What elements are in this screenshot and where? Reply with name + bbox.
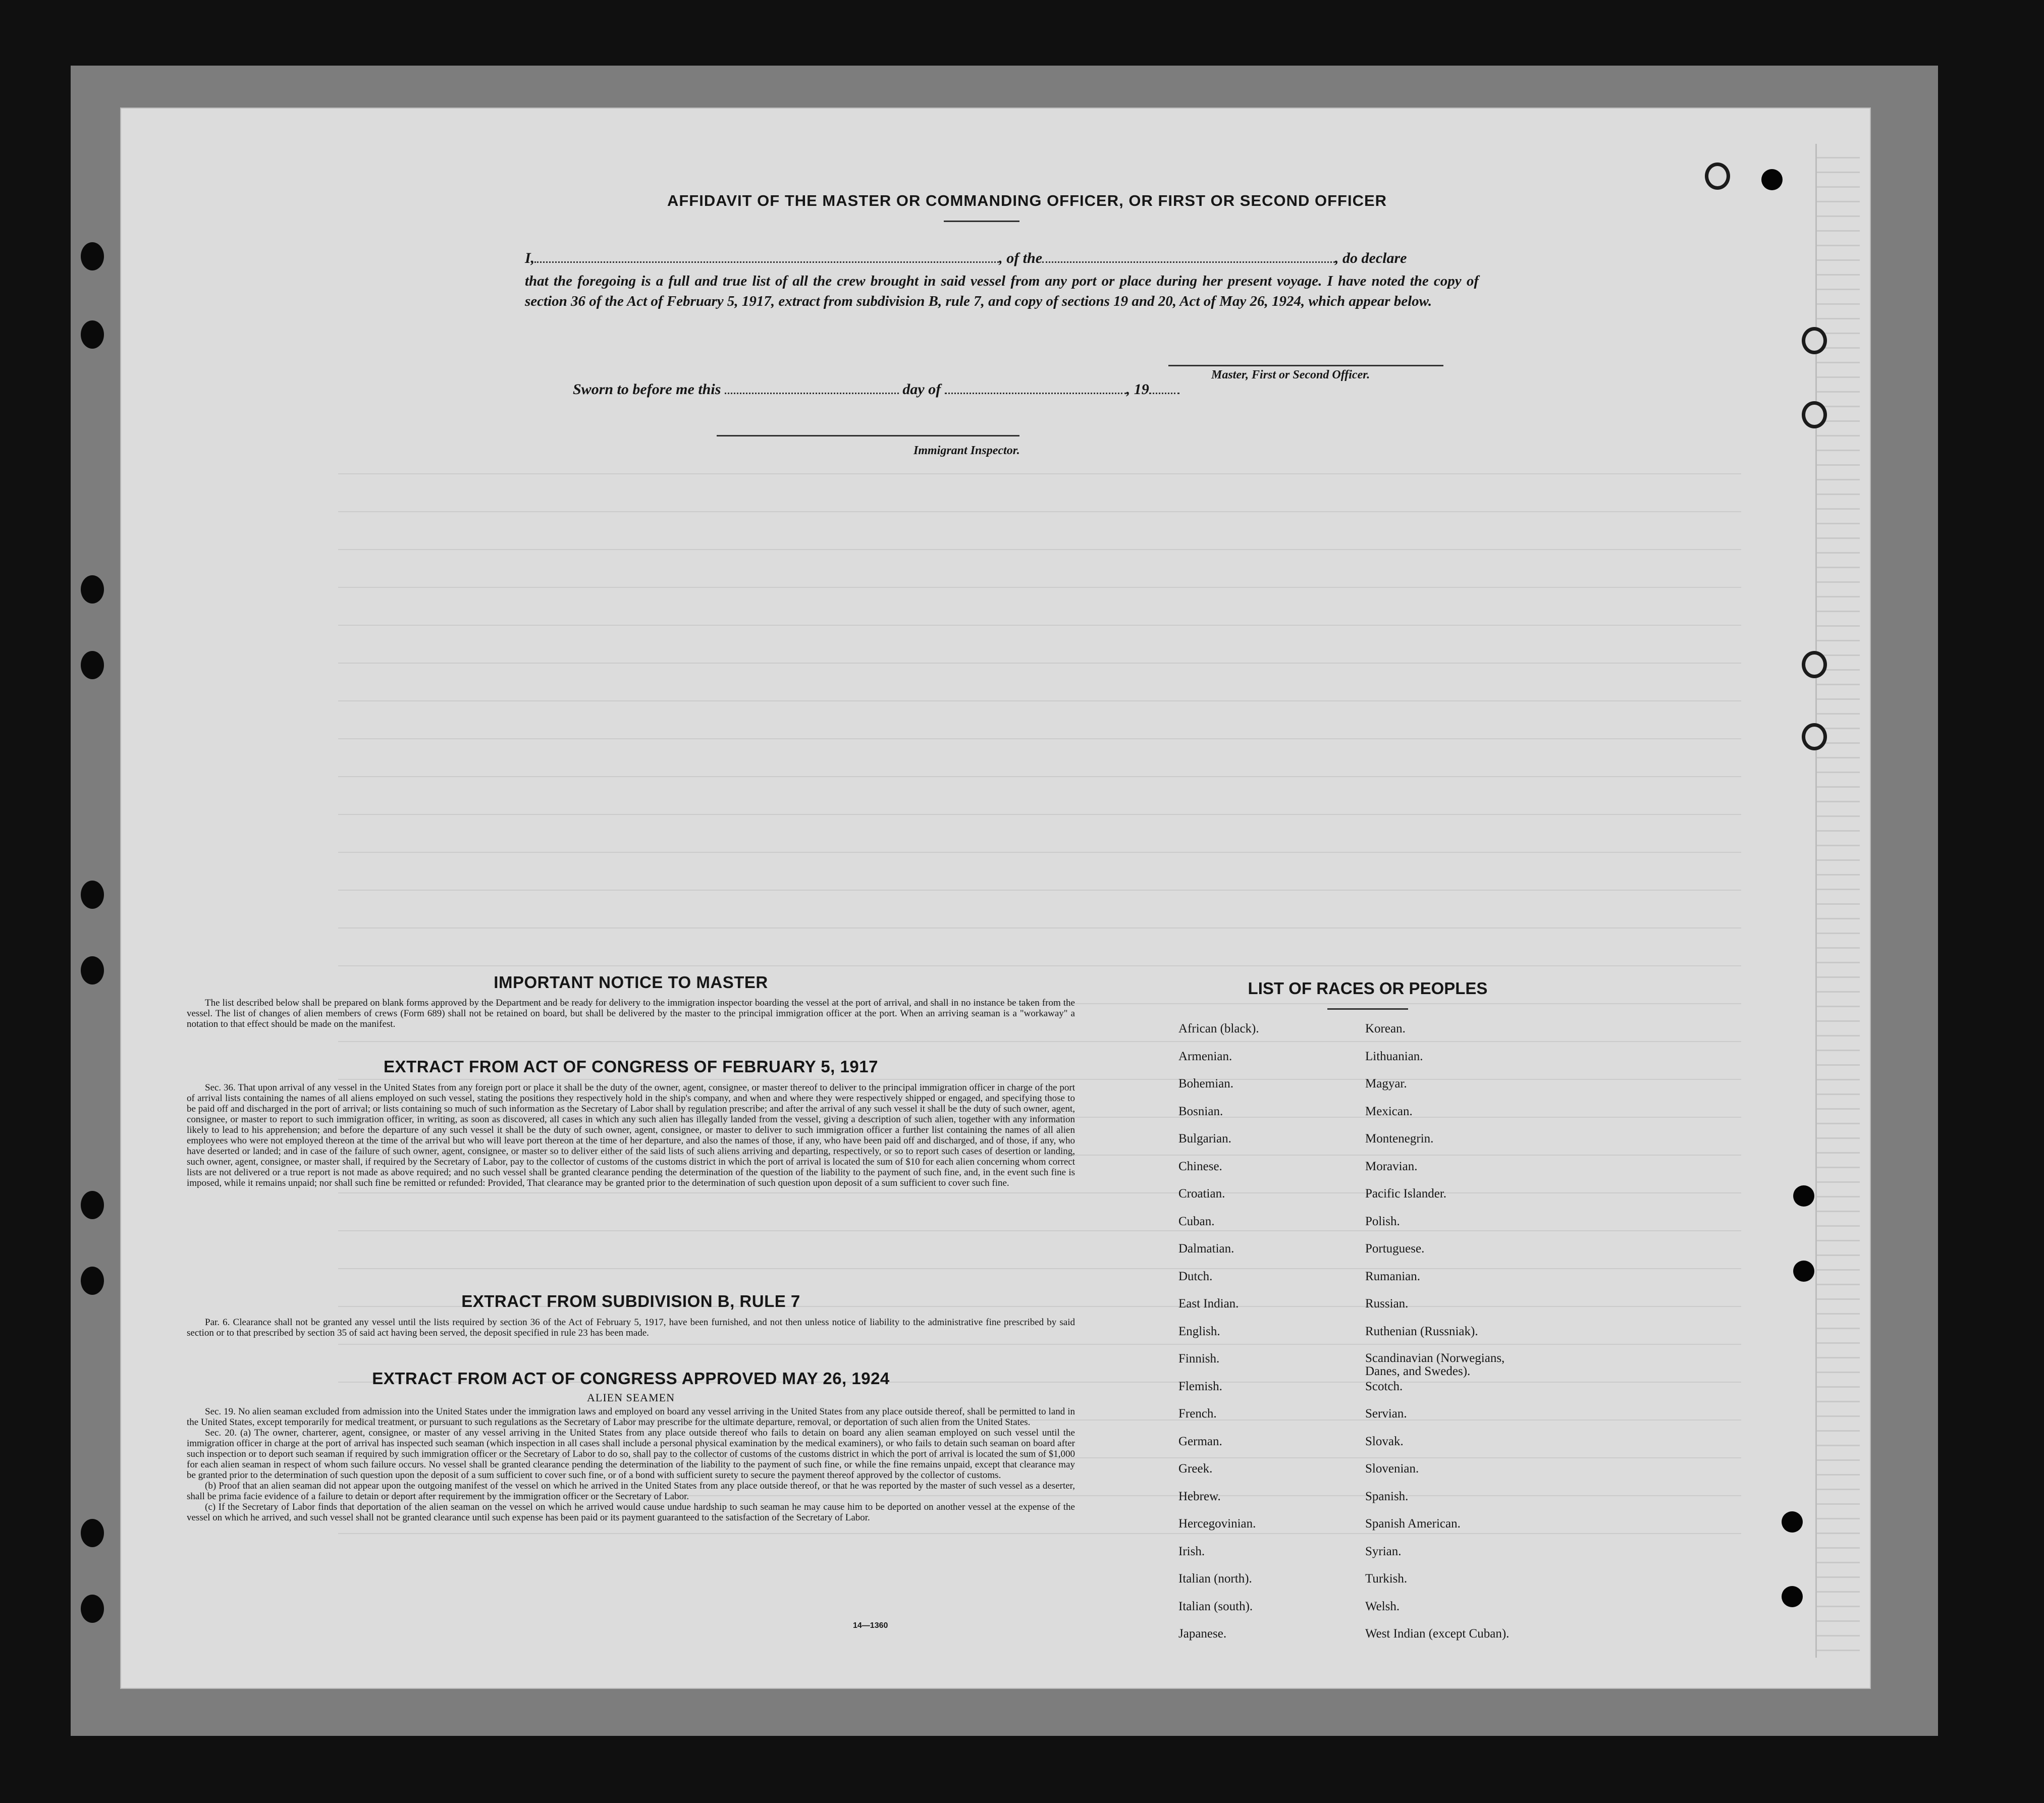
binder-hole	[81, 1267, 104, 1295]
act-1924-title: EXTRACT FROM ACT OF CONGRESS APPROVED MAY 26, 1924	[372, 1369, 890, 1388]
binder-hole	[81, 320, 104, 349]
race-item: Pacific Islander.	[1365, 1187, 1447, 1200]
binder-hole	[81, 1519, 104, 1547]
race-item: West Indian (except Cuban).	[1365, 1627, 1510, 1641]
punch-hole	[1793, 1185, 1814, 1207]
punch-ring	[1802, 401, 1827, 428]
notice-text: The list described below shall be prepared on blank forms approved by the Department and be ready for delivery to the immigration inspector boarding the vessel at the port of arrival, and shall in no instance be taken from the vessel. The list of changes of alien members of crews (Form 689) shall not be retained on board, but shall be delivered by the master to the principal immigration officer at the port. When an arriving seaman is a "workaway" a notation to that effect should be made on the manifest.	[187, 998, 1075, 1029]
race-item: English.	[1178, 1324, 1220, 1338]
punch-hole	[1793, 1261, 1814, 1282]
race-item: Hercegovinian.	[1178, 1517, 1256, 1531]
master-signature-label: Master, First or Second Officer.	[1211, 368, 1370, 381]
race-item: Dutch.	[1178, 1269, 1213, 1283]
race-item: Hebrew.	[1178, 1489, 1221, 1503]
race-item: Bosnian.	[1178, 1104, 1223, 1118]
alien-seamen-subtitle: ALIEN SEAMEN	[587, 1391, 675, 1404]
binder-hole	[81, 956, 104, 985]
race-item: Spanish.	[1365, 1489, 1409, 1503]
title-rule	[944, 221, 1019, 222]
race-item: Slovak.	[1365, 1434, 1404, 1448]
race-item: Flemish.	[1178, 1379, 1222, 1393]
race-item: Croatian.	[1178, 1187, 1225, 1200]
race-item: Slovenian.	[1365, 1462, 1419, 1476]
race-item: Montenegrin.	[1365, 1132, 1434, 1145]
race-item: African (black).	[1178, 1022, 1259, 1035]
punch-hole	[1782, 1511, 1803, 1533]
binder-hole	[81, 881, 104, 909]
race-item: Spanish American.	[1365, 1517, 1461, 1531]
race-item: Irish.	[1178, 1544, 1205, 1558]
binder-hole	[81, 1595, 104, 1623]
races-title-rule	[1327, 1008, 1408, 1010]
manifest-sheet	[121, 108, 1870, 1688]
race-item: Portuguese.	[1365, 1242, 1425, 1255]
race-item: Bulgarian.	[1178, 1132, 1231, 1145]
race-item: East Indian.	[1178, 1297, 1239, 1310]
form-number: 14—1360	[853, 1621, 888, 1630]
race-item: Italian (north).	[1178, 1572, 1252, 1586]
inspector-signature-label: Immigrant Inspector.	[913, 444, 1020, 457]
race-item: Ruthenian (Russniak).	[1365, 1324, 1478, 1338]
race-item: Bohemian.	[1178, 1077, 1234, 1090]
race-item: Moravian.	[1365, 1159, 1418, 1173]
race-item: Chinese.	[1178, 1159, 1222, 1173]
vessel-name-blank[interactable]	[1042, 261, 1335, 263]
declarant-name-blank[interactable]	[534, 261, 999, 263]
sworn-year-blank[interactable]	[1149, 392, 1179, 394]
declaration-text: that the foregoing is a full and true list of all the crew brought in said vessel from any port or place during her present voyage. I have noted the copy of section 36 of the Act of February 5, 1917, extract from subdivision B, rule 7, and copy of sections 19 and 20, Act of May 26, 1924, which appear below.	[525, 273, 1479, 309]
punch-ring	[1705, 162, 1730, 190]
race-item: Polish.	[1365, 1214, 1400, 1228]
punch-ring	[1802, 723, 1827, 750]
binder-hole	[81, 651, 104, 679]
race-item: Japanese.	[1178, 1627, 1227, 1641]
binder-hole	[81, 242, 104, 270]
race-item: Magyar.	[1365, 1077, 1407, 1090]
race-item: Greek.	[1178, 1462, 1213, 1476]
ledger-edge	[1815, 144, 1860, 1658]
race-item: Servian.	[1365, 1407, 1407, 1420]
punch-hole	[1782, 1586, 1803, 1607]
race-item: Scandinavian (Norwegians, Danes, and Swedes).	[1365, 1351, 1505, 1378]
race-item: German.	[1178, 1434, 1222, 1448]
race-item: Mexican.	[1365, 1104, 1413, 1118]
punch-hole	[1761, 169, 1783, 190]
binder-hole	[81, 1191, 104, 1219]
sworn-line: Sworn to before me this day of , 19	[573, 381, 1179, 398]
races-title: LIST OF RACES OR PEOPLES	[1248, 979, 1488, 998]
declarant-line: I, , of the , do declare	[525, 250, 1407, 266]
race-item: Scotch.	[1365, 1379, 1403, 1393]
rule-7-title: EXTRACT FROM SUBDIVISION B, RULE 7	[461, 1292, 800, 1310]
rule-7-text: Par. 6. Clearance shall not be granted any vessel until the lists required by section 36 of the Act of February 5, 1917, have been furnished, and not then unless notice of liability to the administrative fine prescribed by said section or to that prescribed by section 35 of said act having been served, the deposit specified in rule 23 has been made.	[187, 1317, 1075, 1338]
race-item: Armenian.	[1178, 1049, 1232, 1063]
race-item: Rumanian.	[1365, 1269, 1421, 1283]
race-item: Welsh.	[1365, 1599, 1400, 1613]
punch-ring	[1802, 651, 1827, 678]
sworn-month-blank[interactable]	[945, 392, 1126, 394]
act-1924-text: Sec. 19. No alien seaman excluded from admission into the United States under the immigration laws and employed on board any vessel arriving in the United States from any place outside thereof, shall be permitted to land in the United States, except temporarily for medical treatment, or pursuant to such regulations as the Secretary of Labor may prescribe for the ultimate departure, removal, or deportation of such alien from the United States. Sec. 20. (a) The owner, charterer, agent, consignee, or master of any vessel arriving in the United States from any place outside thereof who fails to detain on board any alien seaman employed on such vessel until the immigration officer in charge at the port of arrival has inspected such seaman (which inspection in all cases shall include a personal physical examination by the medical examiners), or who fails to detain such seaman on board after such inspection or to deport such seaman if required by such immigration officer or the Secretary of Labor to do so, shall pay to the collector of customs of the customs district in which the port of arrival is located the sum of $1,000 for each alien seaman in respect of whom such failure occurs. No vessel shall be granted clearance pending the determination of the liability to the payment of such fine, or while the fine remains unpaid, except that clearance may be granted prior to the determination of such question upon the deposit of a sum sufficient to cover such fine, or of a bond with sufficient surety to secure the payment thereof approved by the collector of customs. (b) Proof that an alien seaman did not appear upon the outgoing manifest of the vessel on which he arrived in the United States from any place outside thereof, or that he was reported by the master of such vessel as a deserter, shall be prima facie evidence of a failure to detain or deport after requirement by the immigration officer or the Secretary of Labor. (c) If the Secretary of Labor finds that deportation of the alien seaman on the vessel on which he arrived would cause undue hardship to such seaman he may cause him to be deported on another vessel at the expense of the vessel on which he arrived, and such vessel shall not be granted clearance until such expense has been paid or its payment guaranteed to the satisfaction of the Secretary of Labor.	[187, 1406, 1075, 1523]
race-item: Cuban.	[1178, 1214, 1215, 1228]
inspector-signature-line[interactable]	[717, 435, 1019, 436]
punch-ring	[1802, 327, 1827, 354]
sworn-day-blank[interactable]	[725, 392, 899, 394]
notice-title: IMPORTANT NOTICE TO MASTER	[494, 973, 768, 992]
act-1917-text: Sec. 36. That upon arrival of any vessel in the United States from any foreign port or place it shall be the duty of the owner, agent, consignee, or master thereof to deliver to the principal immigration officer in charge of the port of arrival lists containing the names of all aliens employed on such vessel, stating the positions they respectively hold in the ship's company, and when and where they were respectively shipped or engaged, and specifying those to be paid off and discharged in the port of arrival; or lists containing so much of such information as the Secretary of Labor shall by regulation prescribe; and after the arrival of any such vessel it shall be the duty of such owner, agent, consignee, or master to report to such immigration officer, in writing, as soon as discovered, all cases in which any such alien has illegally landed from the vessel, giving a description of such alien, together with any information likely to lead to his apprehension; and before the departure of any such vessel it shall be the duty of such owner, agent, consignee, or master to deliver to such immigration officer a further list containing the names of all alien employees who were not employed thereon at the time of the arrival but who will leave port thereon at the time of her departure, and also the names of those, if any, who have been paid off and discharged, and of those, if any, who have deserted or landed; and in case of the failure of such owner, agent, consignee, or master so to deliver either of the said lists of such aliens arriving and departing, respectively, or so to report such cases of desertion or landing, such owner, agent, consignee, or master shall, if required by the Secretary of Labor, pay to the collector of customs of the customs district in which the port of arrival is located the sum of $10 for each alien concerning whom correct lists are not delivered or a true report is not made as above required; and no such vessel shall be granted clearance pending the determination of the question of the liability to the payment of such fine, and, in the event such fine is imposed, while it remains unpaid; nor shall such fine be remitted or refunded: Provided, That clearance may be granted prior to the determination of such question upon deposit of a sum sufficient to cover such fine.	[187, 1082, 1075, 1188]
race-item: French.	[1178, 1407, 1217, 1420]
race-item: Korean.	[1365, 1022, 1406, 1035]
affidavit-title: AFFIDAVIT OF THE MASTER OR COMMANDING OFFICER, OR FIRST OR SECOND OFFICER	[667, 192, 1387, 209]
race-item: Dalmatian.	[1178, 1242, 1234, 1255]
master-signature-line[interactable]	[1168, 365, 1443, 366]
race-item: Turkish.	[1365, 1572, 1408, 1586]
race-item: Russian.	[1365, 1297, 1409, 1310]
race-item: Lithuanian.	[1365, 1049, 1423, 1063]
binder-hole	[81, 575, 104, 604]
race-item: Finnish.	[1178, 1352, 1220, 1365]
race-item: Italian (south).	[1178, 1599, 1253, 1613]
race-item: Syrian.	[1365, 1544, 1402, 1558]
act-1917-title: EXTRACT FROM ACT OF CONGRESS OF FEBRUARY 5, 1917	[384, 1057, 878, 1076]
